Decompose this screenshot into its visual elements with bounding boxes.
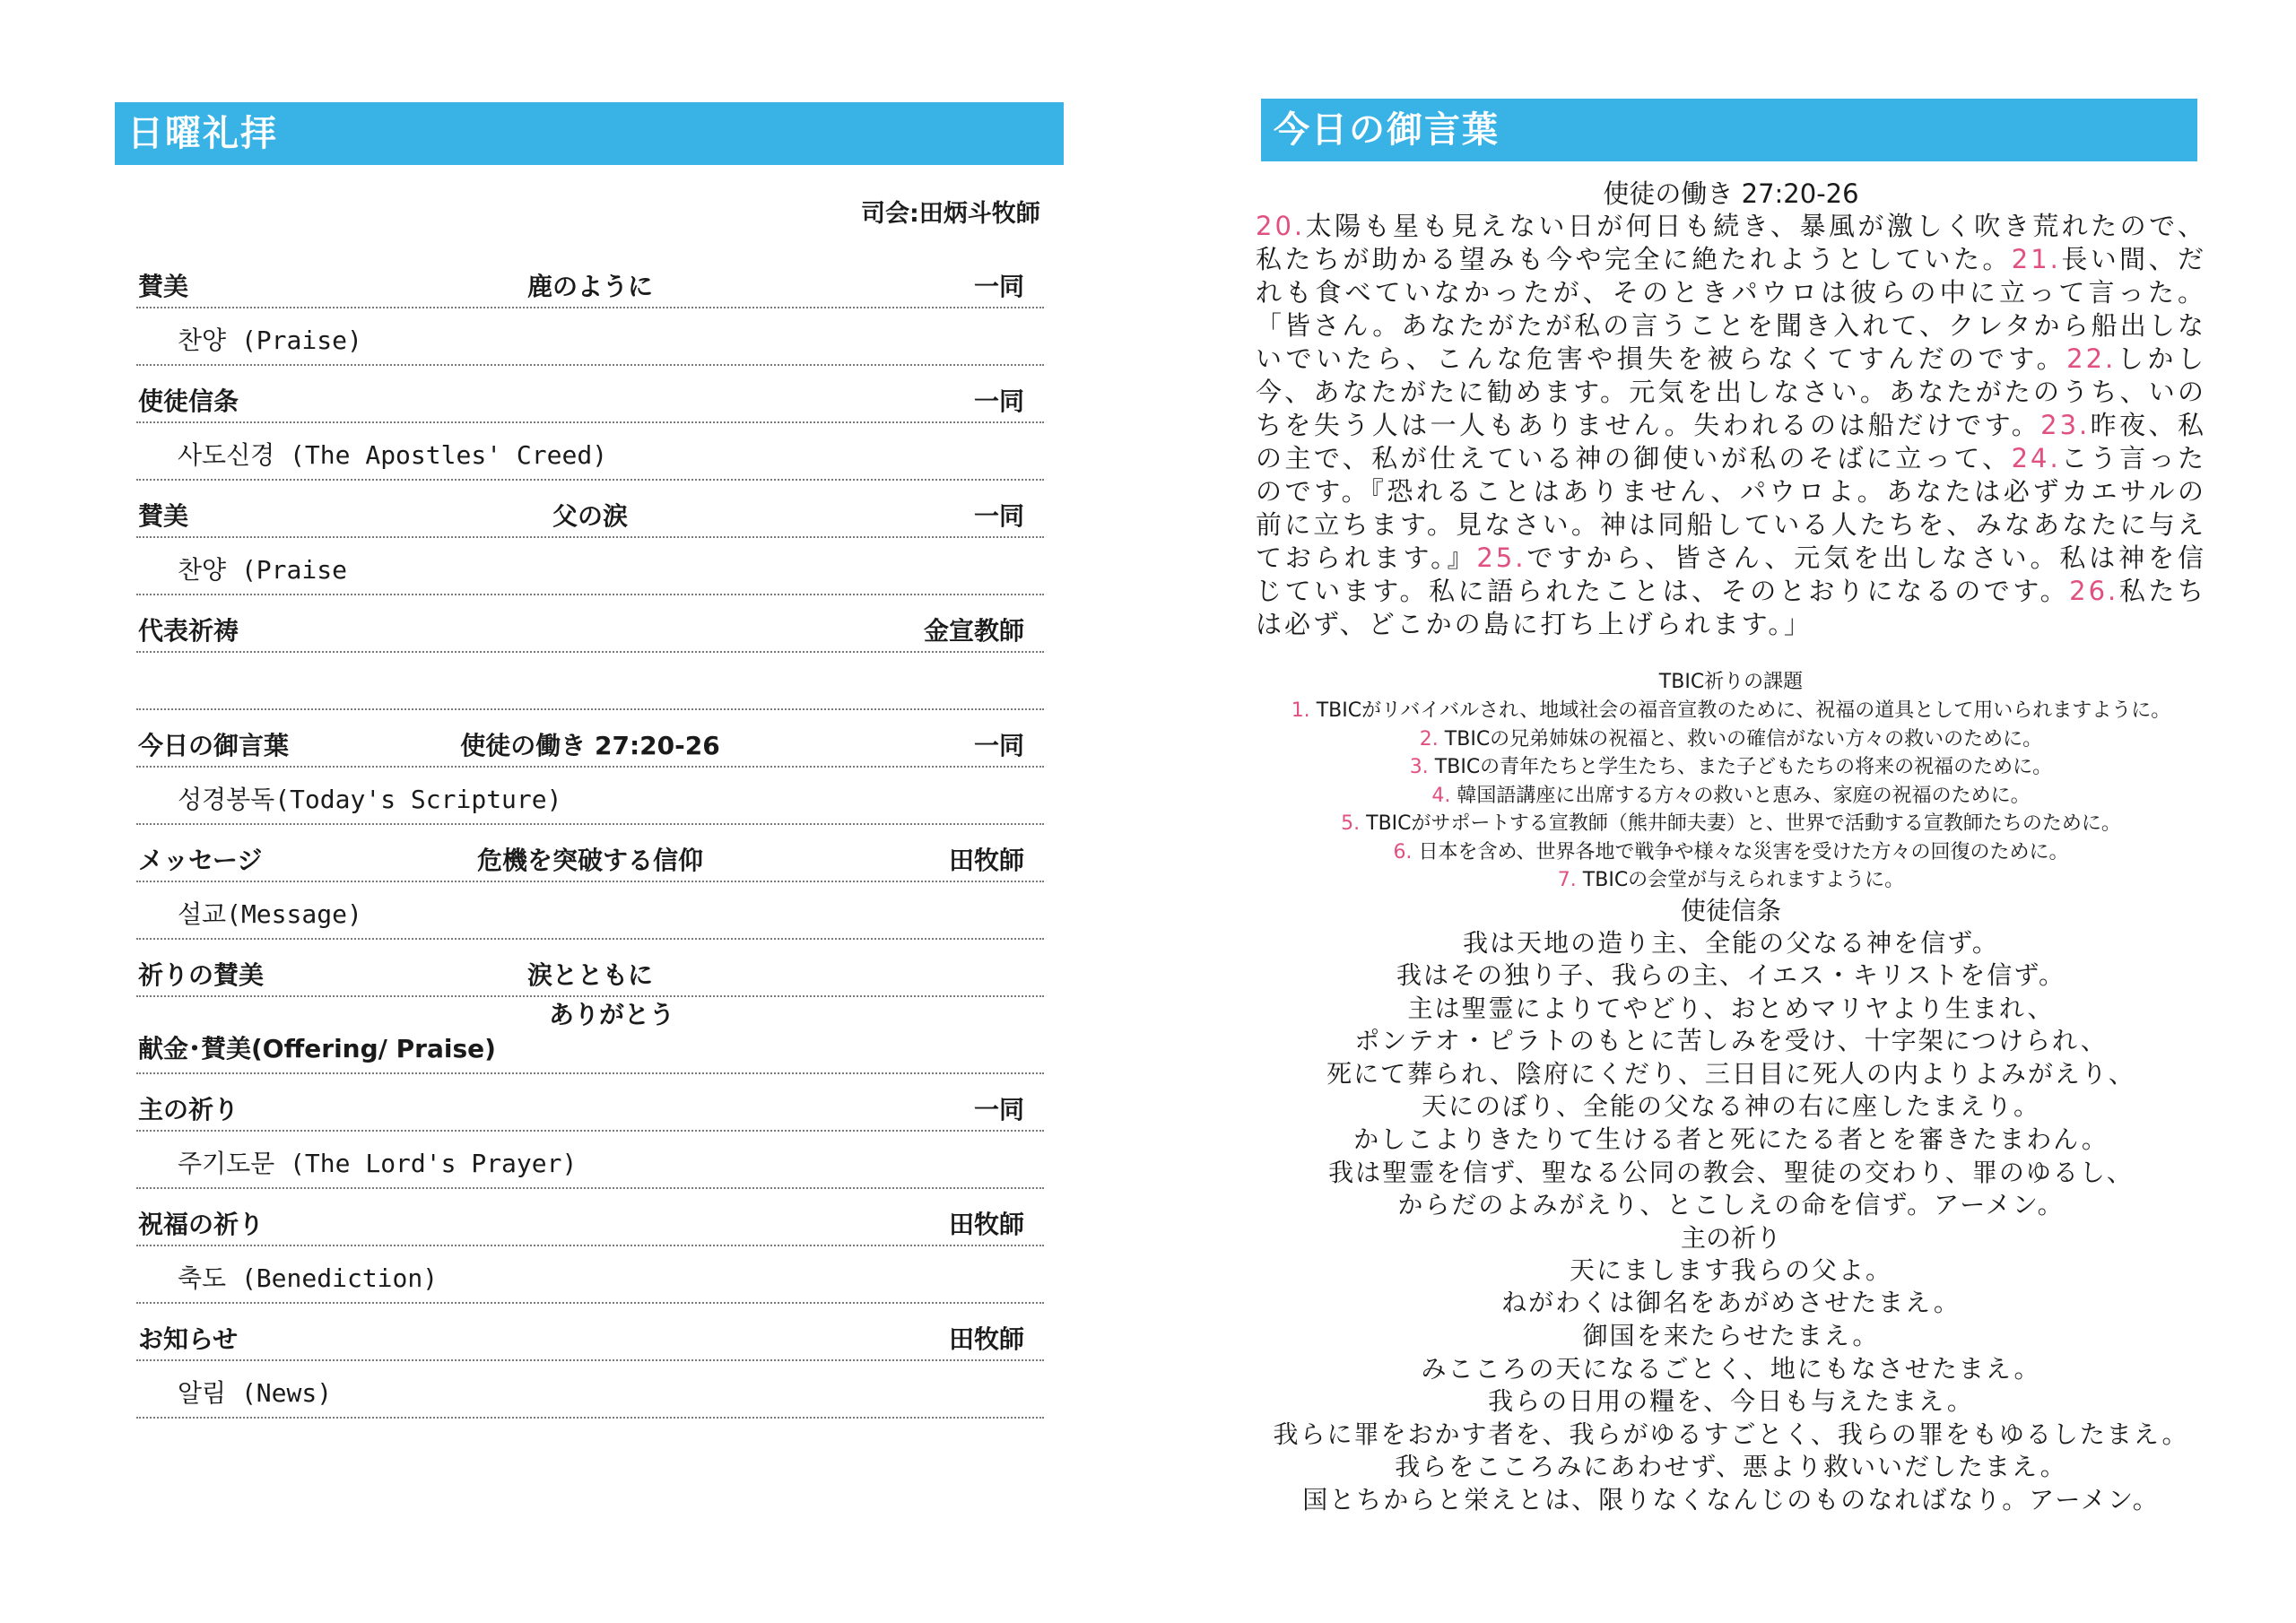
order-subrow: [136, 1361, 1044, 1419]
item-title: 鹿のように: [526, 272, 653, 301]
lords-prayer-line: ねがわくは御名をあがめさせたまえ。: [1501, 1288, 1961, 1318]
apostles-creed-title: 使徒信条: [1680, 895, 1781, 925]
lords-prayer-line: 我らの日用の糧を、今日も与えたまえ。: [1488, 1386, 1974, 1417]
item-title: 使徒の働き 27:20-26: [460, 731, 720, 760]
verse-number: 22.: [2066, 343, 2117, 374]
creed-line: かしこよりきたりて生ける者と死にたる者とを審きたまわん。: [1353, 1124, 2109, 1155]
prayer-item: 7. TBICの会堂が与えられますように。: [1557, 869, 1905, 891]
creed-line: 我は聖霊を信ず、聖なる公同の教会、聖徒の交わり、罪のゆるし、: [1328, 1157, 2134, 1187]
order-subrow: [136, 423, 1044, 481]
creed-line: 我はその独り子、我らの主、イエス・キリストを信ず。: [1396, 960, 2066, 991]
item-korean: 사도신경 (The Apostles' Creed): [178, 440, 608, 470]
item-korean: 알림 (News): [178, 1378, 333, 1408]
verse-number: 21.: [2011, 244, 2061, 274]
verse-text: 私たちは必ず、どこかの島に打ち上げられます。」: [1256, 576, 2206, 639]
order-row: [136, 1189, 1044, 1246]
right-page: [1148, 0, 2296, 1623]
item-name: 献金･賛美(Offering/ Praise): [138, 1034, 496, 1063]
order-subrow: [136, 538, 1044, 595]
prayer-item: 5. TBICがサポートする宣教師（熊井師夫妻）と、世界で活動する宣教師たちのために。: [1341, 812, 2121, 835]
prayer-item: 3. TBICの青年たちと学生たち、また子どもたちの将来の祝福のために。: [1409, 756, 2053, 778]
item-korean: 찬양 (Praise): [178, 325, 362, 355]
item-korean: 축도 (Benediction): [178, 1263, 439, 1293]
section-header-todays-word: 今日の御言葉: [1261, 99, 2197, 161]
verse-number: 24.: [2011, 443, 2061, 473]
item-leader: 一同: [973, 731, 1024, 760]
lords-prayer-title: 主の祈り: [1680, 1222, 1781, 1253]
order-row: [136, 710, 1044, 768]
item-leader: 一同: [973, 386, 1024, 416]
item-leader: 田牧師: [948, 846, 1024, 875]
item-name: メッセージ: [138, 846, 263, 875]
item-leader: 田牧師: [948, 1210, 1024, 1239]
order-row: [136, 825, 1044, 882]
item-name: 代表祈祷: [138, 616, 239, 646]
order-row: [136, 366, 1044, 423]
right-content: [1256, 178, 2206, 1517]
order-subrow: [136, 1246, 1044, 1304]
item-name: 使徒信条: [138, 386, 239, 416]
lords-prayer-line: 御国を来たらせたまえ。: [1582, 1321, 1880, 1351]
order-subrow-empty: [136, 653, 1044, 710]
order-subrow: [136, 308, 1044, 366]
verse-number: 25.: [1476, 542, 1526, 573]
verse-text: 昨夜、私の主で、私が仕えている神の御使いが私のそばに立って、: [1256, 410, 2206, 473]
order-row: [136, 595, 1044, 653]
scripture-text: [1256, 210, 2206, 641]
item-title: 父の涙: [552, 501, 628, 531]
item-korean: 찬양 (Praise: [178, 555, 347, 585]
creed-line: からだのよみがえり、とこしえの命を信ず。アーメン。: [1397, 1190, 2065, 1220]
lords-prayer-line: みこころの天になるごとく、地にもなさせたまえ。: [1421, 1353, 2041, 1384]
lords-prayer-line: 我らをこころみにあわせず、悪より救いいだしたまえ。: [1395, 1452, 2067, 1482]
creed-line: 主は聖霊によりてやどり、おとめマリヤより生まれ、: [1407, 993, 2055, 1023]
order-subrow: [136, 1132, 1044, 1189]
item-name: お知らせ: [138, 1324, 239, 1354]
item-leader: 金宣教師: [923, 616, 1024, 646]
item-leader: 田牧師: [948, 1324, 1024, 1354]
prayer-item: 2. TBICの兄弟姉妹の祝福と、救いの確信がない方々の救いのために。: [1419, 727, 2043, 751]
item-name: 祈りの賛美: [138, 960, 265, 990]
item-korean: 성경봉독(Today's Scripture): [178, 785, 562, 814]
order-row: [136, 1074, 1044, 1132]
item-korean: 설교(Message): [178, 899, 362, 929]
prayer-item: 6. 日本を含め、世界各地で戦争や様々な災害を受けた方々の回復のために。: [1393, 840, 2069, 864]
verse-text: 長い間、だれも食べていなかったが、そのときパウロは彼らの中に立って言った。「皆さん。あなたがたが私の言うことを聞き入れて、クレタから船出しないでいたら、こんな危害や損失を被らなくてすんだのです。: [1256, 244, 2206, 374]
order-row: [136, 997, 1044, 1074]
order-subrow: [136, 882, 1044, 940]
verse-number: 26.: [2069, 576, 2119, 606]
prayer-requests-title: TBIC祈りの課題: [1658, 671, 1804, 693]
lords-prayer-line: 天にまします我らの父よ。: [1569, 1254, 1892, 1285]
creed-line: ポンテオ・ピラトのもとに苦しみを受け、十字架につけられ、: [1354, 1026, 2108, 1056]
section-header-sunday-worship: 日曜礼拝: [115, 102, 1064, 165]
order-subrow: [136, 768, 1044, 825]
item-name: 賛美: [138, 501, 189, 531]
item-title: ありがとう: [549, 1000, 675, 1029]
order-row: [136, 940, 1044, 997]
item-leader: 一同: [973, 1095, 1024, 1124]
verse-text: こう言ったのです。『恐れることはありません、パウロよ。あなたは必ずカエサルの前に立ちます。見なさい。神は同船している人たちを、みなあなたに与えておられます。』: [1256, 443, 2206, 573]
order-row: [136, 251, 1044, 308]
item-korean: 주기도문 (The Lord's Prayer): [178, 1149, 578, 1178]
creed-line: 死にて葬られ、陰府にくだり、三日目に死人の内よりよみがえり、: [1326, 1058, 2135, 1089]
presider: 司会:田炳斗牧師: [861, 200, 1040, 228]
creed-line: 天にのぼり、全能の父なる神の右に座したまえり。: [1421, 1091, 2040, 1122]
prayer-item: 1. TBICがリバイバルされ、地域社会の福音宣教のために、祝福の道具として用いられますように。: [1291, 699, 2171, 722]
verse-text: しかし今、あなたがたに勧めます。元気を出しなさい。あなたがたのうち、いのちを失う人は一人もありません。失われるのは船だけです。: [1256, 343, 2206, 440]
prayer-item: 4. 韓国語講座に出席する方々の救いと恵み、家庭の祝福のために。: [1431, 784, 2031, 807]
order-row: [136, 481, 1044, 538]
verse-number: 20.: [1256, 211, 1306, 241]
item-title: 危機を突破する信仰: [476, 846, 703, 875]
verse-text: ですから、皆さん、元気を出しなさい。私は神を信じています。私に語られたことは、そのとおりになるのです。: [1256, 542, 2206, 606]
order-of-service: [136, 251, 1044, 1419]
creed-line: 我は天地の造り主、全能の父なる神を信ず。: [1463, 927, 1999, 958]
item-name: 祝福の祈り: [138, 1210, 265, 1239]
lords-prayer-line: 国とちからと栄えとは、限りなくなんじのものなればなり。アーメン。: [1302, 1485, 2160, 1515]
verse-text: 太陽も星も見えない日が何日も続き、暴風が激しく吹き荒れたので、私たちが助かる望みも今や完全に絶たれようとしていた。: [1256, 211, 2206, 274]
item-name: 今日の御言葉: [138, 731, 290, 760]
verse-number: 23.: [2040, 410, 2091, 440]
item-name: 賛美: [138, 272, 189, 301]
scripture-reference: 使徒の働き 27:20-26: [1603, 178, 1859, 209]
lords-prayer-line: 我らに罪をおかす者を、我らがゆるすごとく、我らの罪をもゆるしたまえ。: [1273, 1419, 2189, 1449]
item-leader: 一同: [973, 272, 1024, 301]
order-row: [136, 1304, 1044, 1361]
item-title: 涙とともに: [526, 960, 653, 990]
item-leader: 一同: [973, 501, 1024, 531]
item-name: 主の祈り: [138, 1095, 239, 1124]
